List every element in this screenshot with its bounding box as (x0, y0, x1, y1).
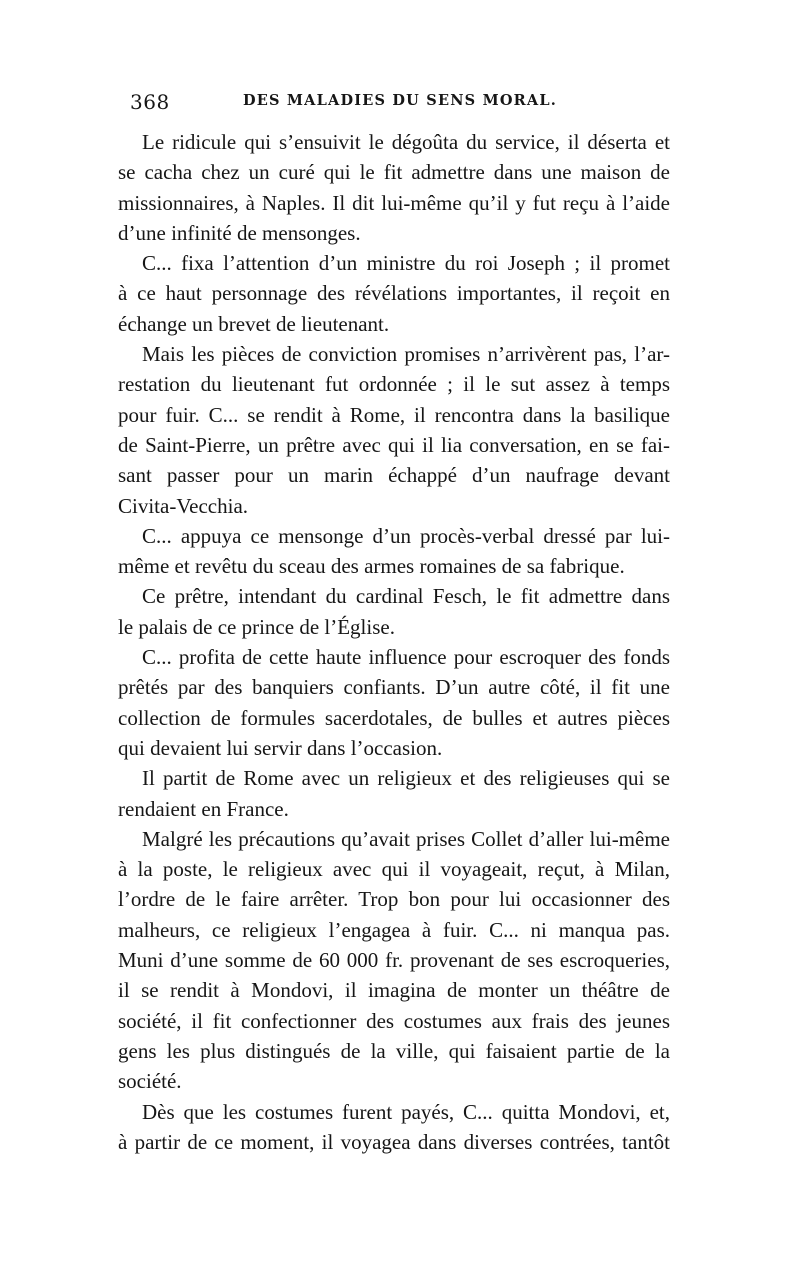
page-header (130, 90, 670, 116)
text-line: se cacha chez un curé qui le fit admettre dans une maison de (118, 160, 670, 185)
text-line: qui devaient lui servir dans l’occasion. (118, 735, 443, 760)
page-number: 368 (130, 90, 170, 114)
text-line: prêtés par des banquiers confiants. D’un autre côté, il fit une (118, 675, 670, 700)
text-line: Muni d’une somme de 60 000 fr. provenant de ses escroqueries, (118, 948, 670, 973)
text-line: C... appuya ce mensonge d’un procès-verbal dressé par lui- (142, 523, 670, 548)
text-line: société. (118, 1069, 182, 1094)
text-line: échange un brevet de lieutenant. (118, 311, 390, 336)
text-line: à partir de ce moment, il voyagea dans diverses contrées, tantôt (118, 1129, 670, 1154)
text-line: pour fuir. C... se rendit à Rome, il rencontra dans la basilique (118, 402, 670, 427)
text-line: C... profita de cette haute influence pour escroquer des fonds (142, 645, 670, 670)
text-line: malheurs, ce religieux l’engagea à fuir. C... ni manqua pas. (118, 917, 670, 942)
text-line: collection de formules sacerdotales, de bulles et autres pièces (118, 705, 670, 730)
text-line: Mais les pièces de conviction promises n’arrivèrent pas, l’ar- (142, 342, 670, 367)
text-line: C... fixa l’attention d’un ministre du roi Joseph ; il promet (142, 251, 670, 276)
text-line: gens les plus distingués de la ville, qui faisaient partie de la (118, 1038, 670, 1063)
text-line: Civita-Vecchia. (118, 493, 249, 518)
text-line: société, il fit confectionner des costumes aux frais des jeunes (118, 1008, 670, 1033)
text-line: Malgré les précautions qu’avait prises Collet d’aller lui-même (142, 826, 670, 851)
text-line: Dès que les costumes furent payés, C... quitta Mondovi, et, (142, 1099, 670, 1124)
text-line: rendaient en France. (118, 796, 289, 821)
text-line: missionnaires, à Naples. Il dit lui-même qu’il y fut reçu à l’aide (118, 190, 670, 215)
text-line: Le ridicule qui s’ensuivit le dégoûta du service, il déserta et (142, 130, 670, 154)
text-line: même et revêtu du sceau des armes romaines de sa fabrique. (118, 554, 625, 579)
text-line: à ce haut personnage des révélations importantes, il reçoit en (118, 281, 670, 306)
text-line: sant passer pour un marin échappé d’un naufrage devant (118, 463, 670, 488)
text-line: de Saint-Pierre, un prêtre avec qui il lia conversation, en se fai- (118, 432, 670, 457)
body-text (118, 127, 670, 1157)
text-line: Il partit de Rome avec un religieux et des religieuses qui se (142, 766, 670, 791)
text-line: d’une infinité de mensonges. (118, 220, 361, 245)
text-line: Ce prêtre, intendant du cardinal Fesch, le fit admettre dans (142, 584, 670, 609)
text-line: à la poste, le religieux avec qui il voyageait, reçut, à Milan, (118, 857, 670, 882)
running-head: DES MALADIES DU SENS MORAL. (242, 92, 557, 109)
text-line: le palais de ce prince de l’Église. (118, 614, 395, 639)
text-line: l’ordre de le faire arrêter. Trop bon pour lui occasionner des (118, 887, 670, 912)
text-line: restation du lieutenant fut ordonnée ; il le sut assez à temps (118, 372, 670, 397)
text-line: il se rendit à Mondovi, il imagina de monter un théâtre de (118, 978, 670, 1003)
